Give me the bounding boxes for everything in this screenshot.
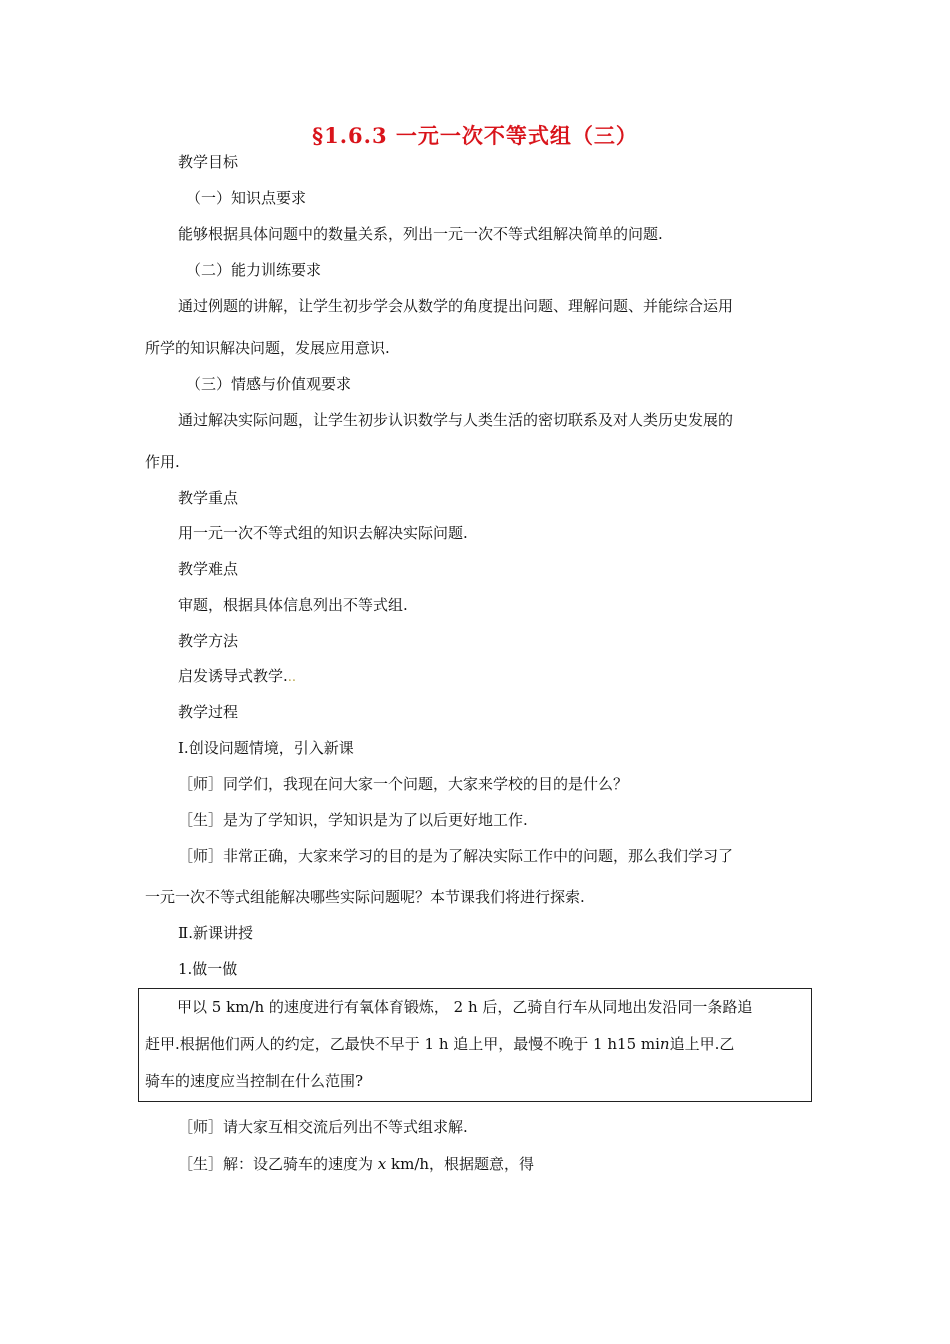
problem-line-2-part-b: 追上甲.乙 (669, 1035, 735, 1053)
problem-line-2-n: n (659, 1035, 670, 1053)
difficulty-heading: 教学难点 (178, 560, 239, 578)
page-title: §1.6.3 一元一次不等式组（三） (312, 123, 638, 148)
teacher-line-2a: ［师］非常正确，大家来学习的目的是为了解决实际工作中的问题，那么我们学习了 (178, 847, 734, 865)
goal2-text-line1: 通过例题的讲解，让学生初步学会从数学的角度提出问题、理解问题、并能综合运用 (178, 297, 734, 315)
goal2-heading: （二）能力训练要求 (186, 261, 322, 279)
problem-box (138, 988, 812, 1102)
student-line-2 (178, 1154, 534, 1174)
goals-heading: 教学目标 (178, 153, 239, 171)
focus-heading: 教学重点 (178, 489, 239, 507)
teacher-line-1: ［师］同学们，我现在问大家一个问题，大家来学校的目的是什么？ (178, 775, 629, 793)
student-line-1: ［生］是为了学知识，学知识是为了以后更好地工作. (178, 811, 528, 829)
difficulty-text: 审题，根据具体信息列出不等式组. (178, 596, 408, 614)
goal2-text-line2: 所学的知识解决问题，发展应用意识. (145, 339, 390, 357)
teacher-line-3: ［师］请大家互相交流后列出不等式组求解. (178, 1118, 468, 1136)
problem-line-3: 骑车的速度应当控制在什么范围? (145, 1072, 364, 1090)
student-line-2-part-a: ［生］解：设乙骑车的速度为 (178, 1155, 378, 1173)
step1-heading: Ⅰ.创设问题情境，引入新课 (178, 739, 354, 757)
process-heading: 教学过程 (178, 703, 239, 721)
method-heading: 教学方法 (178, 632, 239, 650)
focus-text: 用一元一次不等式组的知识去解决实际问题. (178, 524, 468, 542)
goal1-text: 能够根据具体问题中的数量关系，列出一元一次不等式组解决简单的问题. (178, 225, 663, 243)
goal3-text-line2: 作用. (145, 453, 180, 471)
student-line-2-part-b: km/h，根据题意，得 (386, 1155, 535, 1173)
method-text: 启发诱导式教学. (178, 667, 288, 685)
goal1-heading: （一）知识点要求 (186, 189, 307, 207)
goal3-heading: （三）情感与价值观要求 (186, 375, 352, 393)
problem-line-2 (145, 1034, 734, 1054)
teacher-line-2b: 一元一次不等式组能解决哪些实际问题呢？本节课我们将进行探索. (145, 888, 585, 906)
problem-line-2-part-a: 赶甲.根据他们两人的约定，乙最快不早于 1 h 追上甲，最慢不晚于 1 h15 mi (145, 1035, 660, 1053)
sub1-heading: 1.做一做 (178, 960, 238, 978)
method-dots: .. (287, 670, 297, 685)
variable-x: x (377, 1155, 387, 1173)
step2-heading: Ⅱ.新课讲授 (178, 924, 253, 942)
method-text-line (178, 666, 296, 688)
goal3-text-line1: 通过解决实际问题，让学生初步认识数学与人类生活的密切联系及对人类历史发展的 (178, 411, 734, 429)
problem-line-1: 甲以 5 km/h 的速度进行有氧体育锻炼， 2 h 后，乙骑自行车从同地出发沿同一条路追 (177, 998, 753, 1016)
